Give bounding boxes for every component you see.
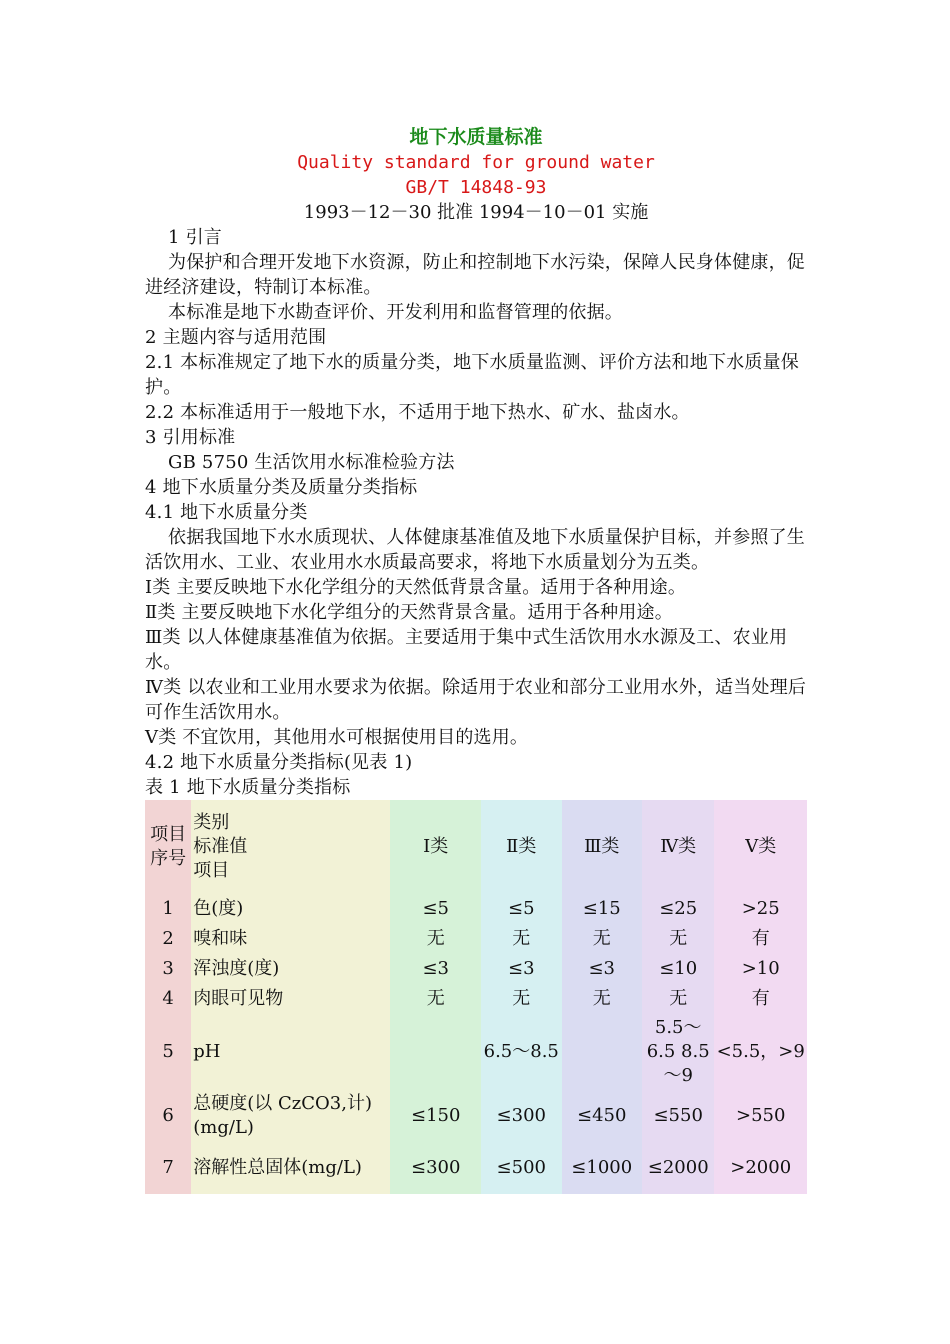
cell-class-ii: ≤5	[481, 894, 561, 924]
table-row	[145, 1014, 807, 1090]
cell-class-iv: 无	[642, 924, 714, 954]
cell-class-i	[390, 1014, 481, 1090]
row-item: pH	[191, 1014, 390, 1090]
paragraph: GB 5750 生活饮用水标准检验方法	[168, 452, 455, 473]
header-class-iv: Ⅳ类	[642, 800, 714, 894]
row-number: 7	[145, 1142, 191, 1194]
section-heading-4: 4 地下水质量分类及质量分类指标	[145, 477, 418, 498]
cell-class-v: >2000	[714, 1142, 807, 1194]
cell-class-v: 有	[714, 984, 807, 1014]
header-class-iii: Ⅲ类	[562, 800, 642, 894]
section-heading-2: 2 主题内容与适用范围	[145, 327, 327, 348]
document-page	[145, 120, 807, 1194]
cell-class-iv: ≤25	[642, 894, 714, 924]
paragraph: 依据我国地下水水质现状、人体健康基准值及地下水质量保护目标，并参照了生活饮用水、工业、农业用水水质最高要求，将地下水质量划分为五类。	[145, 527, 805, 573]
cell-class-iii: ≤3	[562, 954, 642, 984]
row-item: 浑浊度(度)	[191, 954, 390, 984]
table-row	[145, 954, 807, 984]
cell-class-v: >550	[714, 1090, 807, 1142]
paragraph: 2.1 本标准规定了地下水的质量分类，地下水质量监测、评价方法和地下水质量保护。	[145, 352, 799, 398]
cell-class-v: >10	[714, 954, 807, 984]
paragraph: 2.2 本标准适用于一般地下水，不适用于地下热水、矿水、盐卤水。	[145, 402, 690, 423]
row-item: 溶解性总固体(mg/L)	[191, 1142, 390, 1194]
cell-class-iv: 无	[642, 984, 714, 1014]
cell-class-i: 无	[390, 924, 481, 954]
row-number: 3	[145, 954, 191, 984]
class-iv-description: Ⅳ类 以农业和工业用水要求为依据。除适用于农业和部分工业用水外，适当处理后可作生活饮用水。	[145, 677, 807, 723]
row-number: 1	[145, 894, 191, 924]
cell-class-ii: ≤3	[481, 954, 561, 984]
header-class-v: Ⅴ类	[714, 800, 807, 894]
row-item: 嗅和味	[191, 924, 390, 954]
header-item-label: 类别 标准值 项目	[191, 800, 390, 894]
class-v-description: Ⅴ类 不宜饮用，其他用水可根据使用目的选用。	[145, 727, 529, 748]
cell-class-iii: 无	[562, 924, 642, 954]
cell-class-i: ≤5	[390, 894, 481, 924]
section-heading-3: 3 引用标准	[145, 427, 236, 448]
class-iii-description: Ⅲ类 以人体健康基准值为依据。主要适用于集中式生活饮用水水源及工、农业用水。	[145, 627, 788, 673]
header-class-i: Ⅰ类	[390, 800, 481, 894]
header-item-number: 项目 序号	[145, 800, 191, 894]
document-title-cn: 地下水质量标准	[409, 126, 543, 148]
cell-class-iii: ≤15	[562, 894, 642, 924]
standard-code: GB/T 14848-93	[405, 177, 547, 198]
section-heading-4-2: 4.2 地下水质量分类指标(见表 1)	[145, 752, 413, 773]
table-row	[145, 894, 807, 924]
cell-class-ii: ≤300	[481, 1090, 561, 1142]
quality-classification-table	[145, 800, 807, 1194]
paragraph: 本标准是地下水勘查评价、开发利用和监督管理的依据。	[168, 302, 623, 323]
cell-class-iv: ≤10	[642, 954, 714, 984]
cell-class-iii	[562, 1014, 642, 1090]
row-number: 5	[145, 1014, 191, 1090]
cell-class-i: ≤150	[390, 1090, 481, 1142]
cell-class-ii: 无	[481, 924, 561, 954]
section-heading-1: 1 引言	[168, 227, 222, 248]
cell-class-iii: ≤1000	[562, 1142, 642, 1194]
document-title-en: Quality standard for ground water	[297, 152, 655, 173]
table-row	[145, 924, 807, 954]
table-header-row	[145, 800, 807, 894]
row-item: 肉眼可见物	[191, 984, 390, 1014]
row-number: 6	[145, 1090, 191, 1142]
header-class-ii: Ⅱ类	[481, 800, 561, 894]
cell-class-v: >25	[714, 894, 807, 924]
cell-class-ii: ≤500	[481, 1142, 561, 1194]
class-ii-description: Ⅱ类 主要反映地下水化学组分的天然背景含量。适用于各种用途。	[145, 602, 673, 623]
section-heading-4-1: 4.1 地下水质量分类	[145, 502, 308, 523]
cell-class-iii: ≤450	[562, 1090, 642, 1142]
row-item: 总硬度(以 CzCO3,计)(mg/L)	[191, 1090, 390, 1142]
class-i-description: Ⅰ类 主要反映地下水化学组分的天然低背景含量。适用于各种用途。	[145, 577, 687, 598]
row-number: 4	[145, 984, 191, 1014]
approval-dates: 1993－12－30 批准 1994－10－01 实施	[303, 202, 649, 223]
cell-class-i: ≤3	[390, 954, 481, 984]
cell-class-ii: 无	[481, 984, 561, 1014]
cell-class-i: 无	[390, 984, 481, 1014]
paragraph: 为保护和合理开发地下水资源，防止和控制地下水污染，保障人民身体健康，促进经济建设，特制订本标准。	[145, 252, 805, 298]
table-caption: 表 1 地下水质量分类指标	[145, 777, 351, 798]
cell-class-iv: ≤550	[642, 1090, 714, 1142]
cell-class-i: ≤300	[390, 1142, 481, 1194]
cell-class-v: <5.5，>9	[714, 1014, 807, 1090]
row-number: 2	[145, 924, 191, 954]
row-item: 色(度)	[191, 894, 390, 924]
cell-class-v: 有	[714, 924, 807, 954]
cell-class-iv: 5.5～6.5 8.5～9	[642, 1014, 714, 1090]
table-row	[145, 984, 807, 1014]
cell-class-iii: 无	[562, 984, 642, 1014]
cell-class-ii: 6.5～8.5	[481, 1014, 561, 1090]
cell-class-iv: ≤2000	[642, 1142, 714, 1194]
table-row	[145, 1142, 807, 1194]
table-row	[145, 1090, 807, 1142]
